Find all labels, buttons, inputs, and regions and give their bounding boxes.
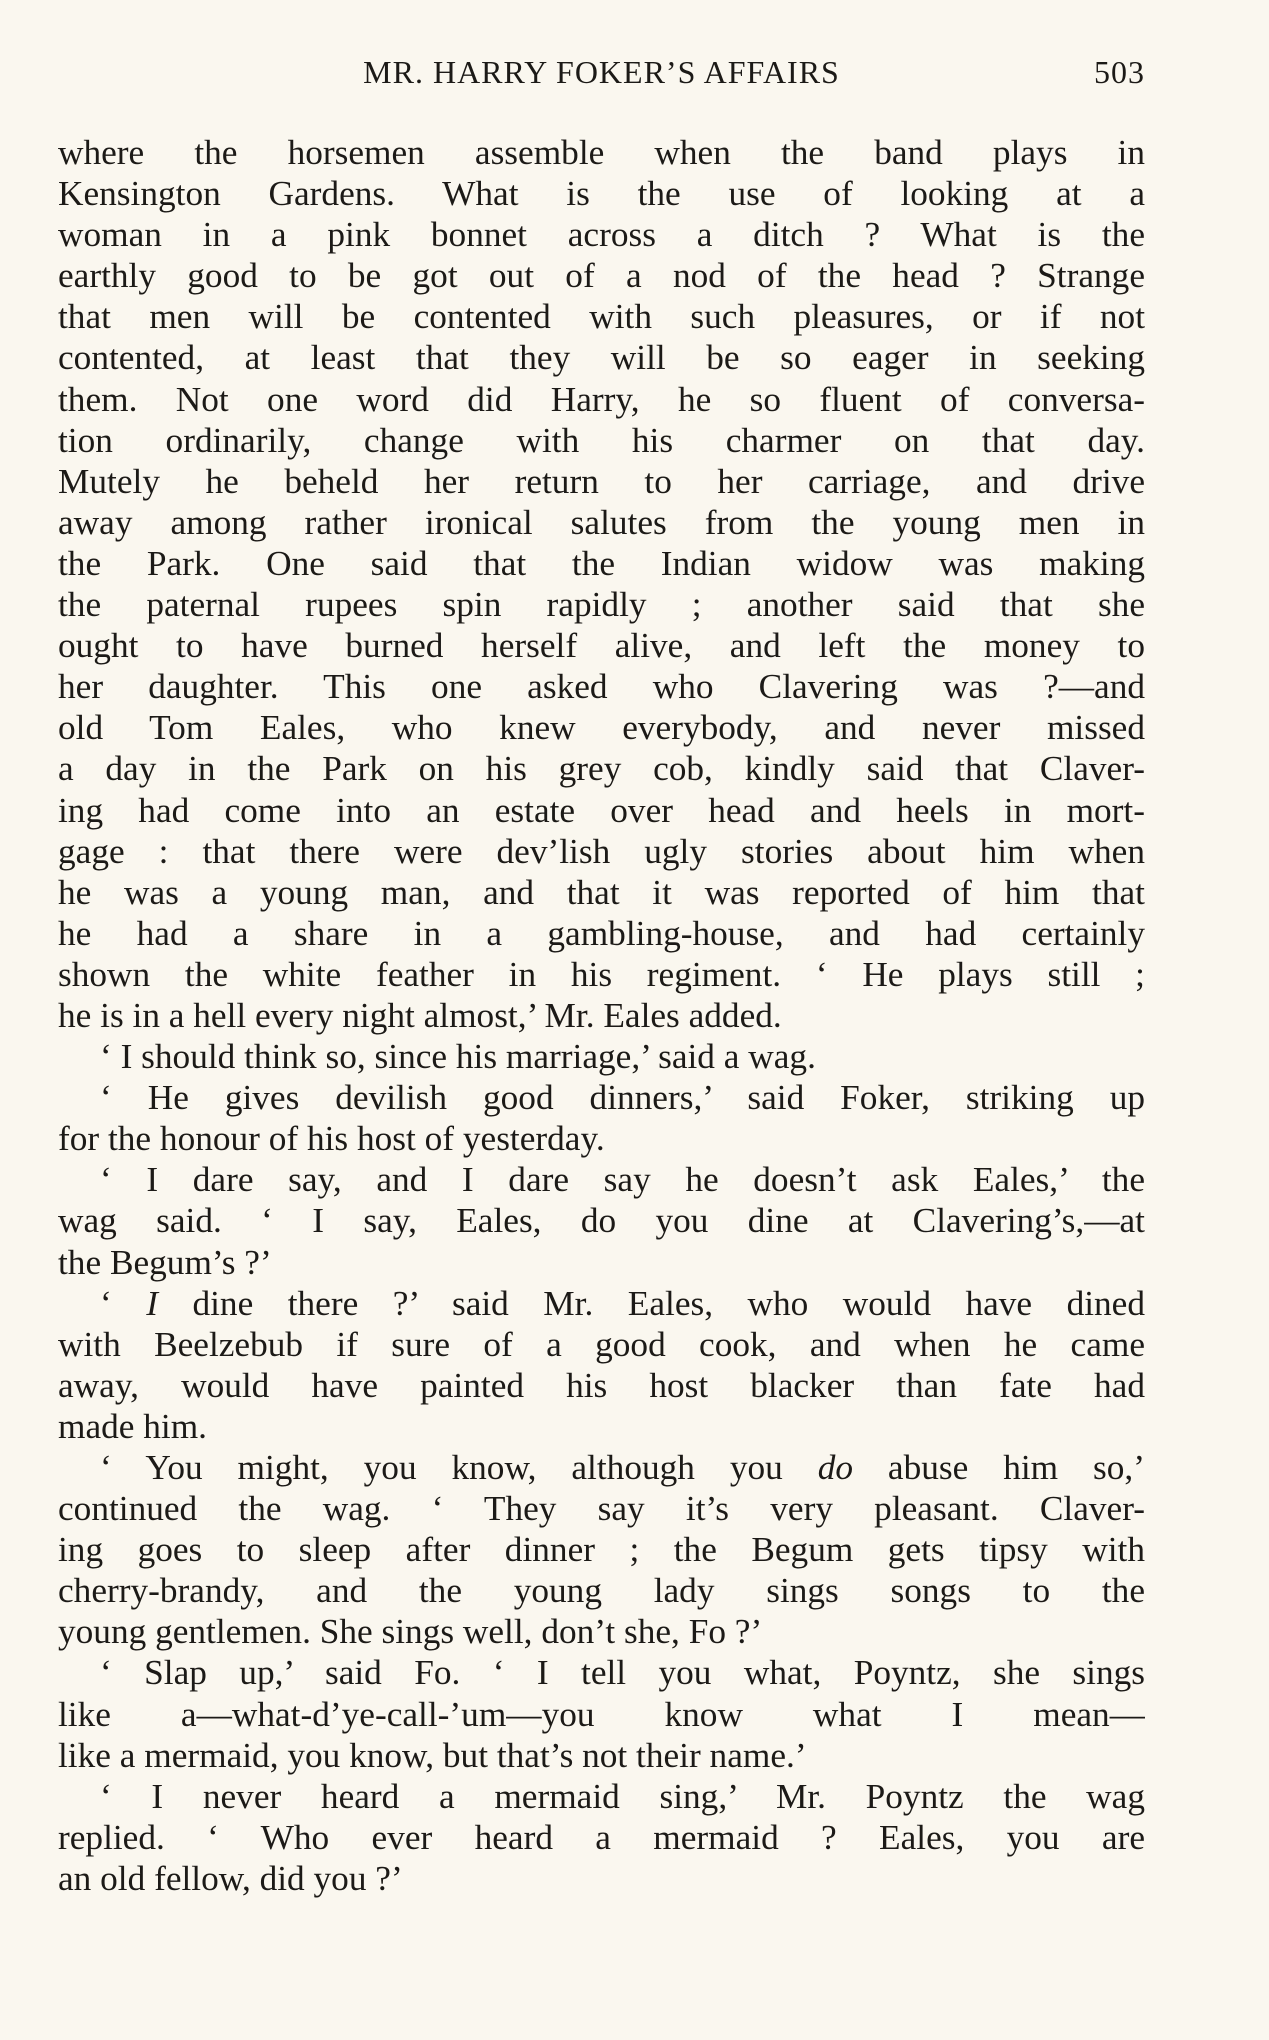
running-head xyxy=(58,50,1145,94)
text-line: Mutely he beheld her return to her carriage, and drive xyxy=(58,461,1145,501)
text-line: ‘ You might, you know, although you do abuse him so,’ xyxy=(100,1448,1145,1487)
paragraph xyxy=(58,1447,1145,1652)
paragraph xyxy=(58,1283,1145,1447)
text-line: cherry-brandy, and the young lady sings songs to the xyxy=(58,1571,1145,1611)
text-line: wag said. ‘ I say, Eales, do you dine at Clavering’s,—at xyxy=(58,1201,1145,1241)
body-text xyxy=(58,132,1145,1899)
text-line: he is in a hell every night almost,’ Mr. Eales added. xyxy=(58,995,782,1035)
text-line: the Park. One said that the Indian widow was making xyxy=(58,543,1145,583)
text-line: he was a young man, and that it was reported of him that xyxy=(58,872,1145,912)
paragraph xyxy=(58,1652,1145,1775)
text-line: ‘ I dine there ?’ said Mr. Eales, who would have dined xyxy=(100,1283,1145,1323)
text-line: Kensington Gardens. What is the use of looking at a xyxy=(58,174,1145,214)
text-line: shown the white feather in his regiment. ‘ He plays still ; xyxy=(58,954,1145,994)
paragraph xyxy=(58,1776,1145,1899)
text-line: contented, at least that they will be so eager in seeking xyxy=(58,338,1145,378)
text-line: ing goes to sleep after dinner ; the Begum gets tipsy with xyxy=(58,1530,1145,1570)
text-line: young gentlemen. She sings well, don’t she, Fo ?’ xyxy=(58,1612,763,1652)
text-line: away among rather ironical salutes from the young men in xyxy=(58,502,1145,542)
text-line: ‘ I dare say, and I dare say he doesn’t ask Eales,’ the xyxy=(100,1160,1145,1200)
text-line: earthly good to be got out of a nod of the head ? Strange xyxy=(58,256,1145,296)
text-line: ‘ He gives devilish good dinners,’ said Foker, striking up xyxy=(100,1078,1145,1118)
text-line: ought to have burned herself alive, and left the money to xyxy=(58,626,1145,666)
text-line: the Begum’s ?’ xyxy=(58,1242,272,1282)
text-line: an old fellow, did you ?’ xyxy=(58,1858,403,1898)
text-line: gage : that there were dev’lish ugly stories about him when xyxy=(58,831,1145,871)
text-line: away, would have painted his host blacker than fate had xyxy=(58,1365,1145,1405)
text-line: ‘ Slap up,’ said Fo. ‘ I tell you what, Poyntz, she sings xyxy=(100,1653,1145,1693)
text-line: old Tom Eales, who knew everybody, and never missed xyxy=(58,708,1145,748)
text-line: that men will be contented with such pleasures, or if not xyxy=(58,297,1145,337)
text-line: like a mermaid, you know, but that’s not their name.’ xyxy=(58,1735,807,1775)
paragraph xyxy=(58,1077,1145,1159)
text-line: ‘ I never heard a mermaid sing,’ Mr. Poyntz the wag xyxy=(100,1776,1145,1816)
text-line: them. Not one word did Harry, he so fluent of conversa- xyxy=(58,379,1145,419)
text-line: continued the wag. ‘ They say it’s very pleasant. Claver- xyxy=(58,1489,1145,1529)
text-line: made him. xyxy=(58,1406,207,1446)
text-line: for the honour of his host of yesterday. xyxy=(58,1119,605,1159)
text-line: where the horsemen assemble when the band plays in xyxy=(58,133,1145,172)
text-line: he had a share in a gambling-house, and had certainly xyxy=(58,913,1145,953)
page-number: 503 xyxy=(1094,54,1145,90)
text-line: her daughter. This one asked who Clavering was ?—and xyxy=(58,667,1145,707)
text-line: woman in a pink bonnet across a ditch ? What is the xyxy=(58,215,1145,255)
text-line: tion ordinarily, change with his charmer on that day. xyxy=(58,420,1145,460)
text-line: the paternal rupees spin rapidly ; another said that she xyxy=(58,585,1145,625)
paragraph xyxy=(58,1159,1145,1282)
paragraph xyxy=(58,1036,1145,1077)
text-line: like a—what-d’ye-call-’um—you know what I mean— xyxy=(58,1694,1145,1734)
text-line: a day in the Park on his grey cob, kindly said that Claver- xyxy=(58,749,1145,789)
text-line: replied. ‘ Who ever heard a mermaid ? Eales, you are xyxy=(58,1817,1145,1857)
text-line: with Beelzebub if sure of a good cook, and when he came xyxy=(58,1324,1145,1364)
book-page xyxy=(58,0,1145,2040)
text-line: ing had come into an estate over head and heels in mort- xyxy=(58,790,1145,830)
text-line: ‘ I should think so, since his marriage,’ said a wag. xyxy=(100,1037,816,1077)
running-title: MR. HARRY FOKER’S AFFAIRS xyxy=(363,54,840,90)
paragraph xyxy=(58,132,1145,1036)
